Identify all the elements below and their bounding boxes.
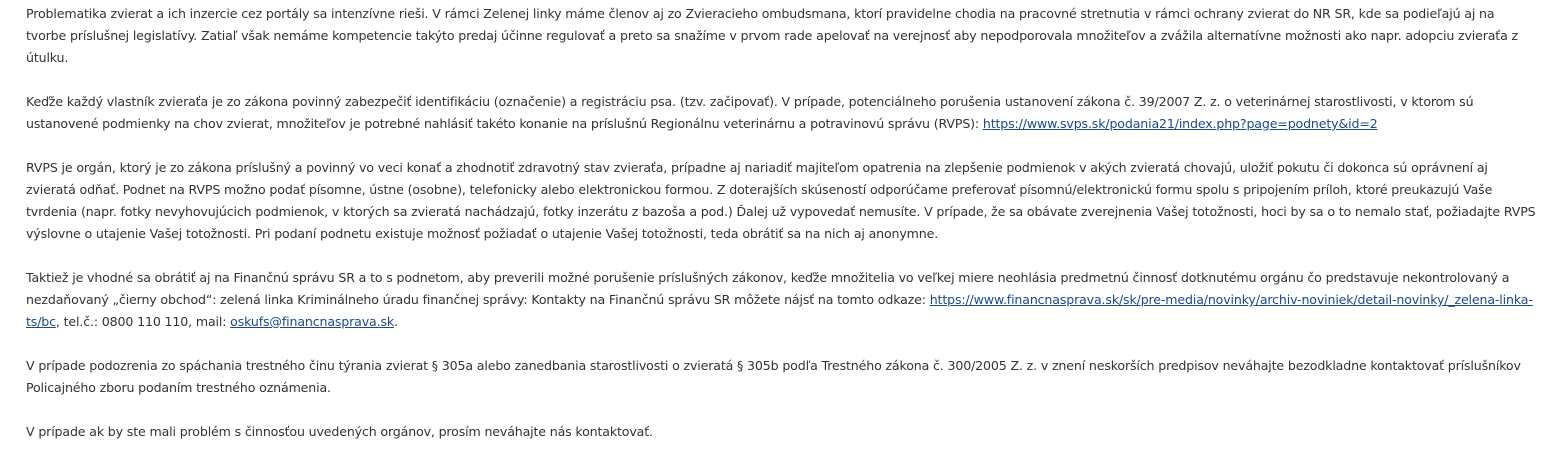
paragraph-financial-office [26,267,1536,333]
svps-link[interactable]: https://www.svps.sk/podania21/index.php?page=podnety&id=2 [982,116,1378,131]
financnasprava-link[interactable]: https://www.financnasprava.sk/sk/pre-media/novinky/archiv-noviniek/detail-novinky/_zelena-linka-ts/bc [26,292,1533,329]
paragraph-intro: Problematika zvierat a ich inzercie cez portály sa intenzívne rieši. V rámci Zelenej linky máme členov aj zo Zvieracieho ombudsmana, ktorí pravidelne chodia na pracovné stretnutia v rámci ochrany zvierat do NR SR, kde sa podieľajú aj na tvorbe príslušnej legislatívy. Zatiaľ však nemáme kompetencie takýto predaj účinne regulovať a preto sa snažíme v prvom rade apelovať na verejnosť aby nepodporovala množiteľov a zvážila alternatívne možnosti ako napr. adopciu zvieraťa z útulku. [26,6,1518,65]
paragraph-financial-text: Taktiež je vhodné sa obrátiť aj na Finančnú správu SR a to s podnetom, aby preverili možné porušenie príslušných zákonov, keďže množitelia vo veľkej miere neohlásia predmetnú činnosť dotknutému orgánu čo predstavuje nekontrolovaný a nezdaňovaný „čierny obchod“: zelená linka Kriminálneho úradu finančnej správy: Kontakty na Finančnú správu SR môžete nájsť na tomto odkaze: [26,270,1510,307]
sentence-end: . [394,314,398,329]
article-body [26,3,1536,465]
paragraph-contact: V prípade ak by ste mali problém s činnosťou uvedených orgánov, prosím neváhajte nás kontaktovať. [26,424,653,439]
paragraph-rvps: RVPS je orgán, ktorý je zo zákona príslušný a povinný vo veci konať a zhodnotiť zdravotný stav zvieraťa, prípadne aj nariadiť majiteľom opatrenia na zlepšenie podmienok v akých zvieratá chovajú, uložiť pokutu či dokonca sú oprávnení aj zvieratá odňať. Podnet na RVPS možno podať písomne, ústne (osobne), telefonicky alebo elektronickou formou. Z doterajších skúseností odporúčame preferovať písomnú/elektronickú formu spolu s pripojením príloh, ktoré preukazujú Vaše tvrdenia (napr. fotky nevyhovujúcich podmienok, v ktorých sa zvieratá nachádzajú, fotky inzerátu z bazoša a pod.) Ďalej už vypovedať nemusíte. V prípade, že sa obávate zverejnenia Vašej totožnosti, hoci by sa o to nemalo stať, požiadajte RVPS výslovne o utajenie Vašej totožnosti. Pri podaní podnetu existuje možnosť požiadať o utajenie Vašej totožnosti, teda obrátiť sa na nich aj anonymne. [26,160,1536,241]
paragraph-police: V prípade podozrenia zo spáchania trestného činu týrania zvierat § 305a alebo zanedbania starostlivosti o zvieratá § 305b podľa Trestného zákona č. 300/2005 Z. z. v znení neskorších predpisov neváhajte bezodkladne kontaktovať príslušníkov Policajného zboru podaním trestného oznámenia. [26,358,1521,395]
paragraph-registration [26,91,1536,135]
paragraph-registration-text: Keďže každý vlastník zvieraťa je zo zákona povinný zabezpečiť identifikáciu (označenie) a registráciu psa. (tzv. začipovať). V prípade, potenciálneho porušenia ustanovení zákona č. 39/2007 Z. z. o veterinárnej starostlivosti, v ktorom sú ustanovené podmienky na chov zvierat, množiteľov je potrebné nahlásiť takéto konanie na príslušnú Regionálnu veterinárnu a potravinovú správu (RVPS): [26,94,1474,131]
email-link[interactable]: oskufs@financnasprava.sk [230,314,395,329]
phone-text: , tel.č.: 0800 110 110, mail: [55,314,231,329]
